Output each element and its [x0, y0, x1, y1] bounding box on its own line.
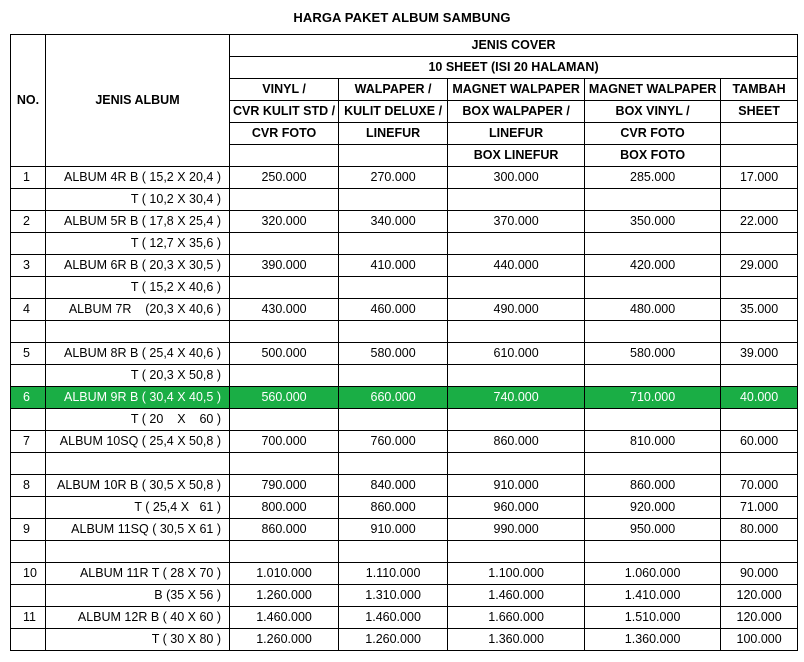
price-cell-col-1: 1.260.000	[230, 585, 339, 607]
table-row	[11, 233, 798, 255]
price-cell-col-3: 740.000	[448, 387, 585, 409]
header-col-3-line-2: BOX WALPAPER /	[448, 101, 585, 123]
price-cell-col-1	[230, 365, 339, 387]
price-cell-col-5: 35.000	[721, 299, 798, 321]
price-cell-col-4: 350.000	[585, 211, 721, 233]
album-type: ALBUM 4R B ( 15,2 X 20,4 )	[46, 167, 230, 189]
table-row	[11, 519, 798, 541]
price-cell-col-1: 1.260.000	[230, 629, 339, 651]
price-cell-col-4: 1.410.000	[585, 585, 721, 607]
price-cell-col-2: 840.000	[339, 475, 448, 497]
price-cell-col-5: 29.000	[721, 255, 798, 277]
album-type: ALBUM 7R (20,3 X 40,6 )	[46, 299, 230, 321]
album-type: T ( 20,3 X 50,8 )	[46, 365, 230, 387]
price-cell-col-1: 320.000	[230, 211, 339, 233]
price-cell-col-2: 910.000	[339, 519, 448, 541]
price-cell-col-2: 580.000	[339, 343, 448, 365]
price-cell-col-5	[721, 233, 798, 255]
table-row	[11, 387, 798, 409]
album-type: ALBUM 12R B ( 40 X 60 )	[46, 607, 230, 629]
row-number: 7	[11, 431, 46, 453]
table-row	[11, 563, 798, 585]
table-row	[11, 453, 798, 475]
header-col-5-line-2: SHEET	[721, 101, 798, 123]
price-cell-col-4	[585, 189, 721, 211]
price-cell-col-3: 960.000	[448, 497, 585, 519]
row-number	[11, 277, 46, 299]
price-cell-col-2: 1.260.000	[339, 629, 448, 651]
price-cell-col-1	[230, 277, 339, 299]
price-cell-col-4	[585, 233, 721, 255]
row-number: 1	[11, 167, 46, 189]
price-cell-col-1	[230, 189, 339, 211]
header-no: NO.	[11, 35, 46, 167]
price-cell-col-5	[721, 277, 798, 299]
price-cell-col-2: 410.000	[339, 255, 448, 277]
header-col-5-line-3	[721, 123, 798, 145]
price-cell-col-4	[585, 409, 721, 431]
price-cell-col-5: 60.000	[721, 431, 798, 453]
row-number: 6	[11, 387, 46, 409]
price-cell-col-2: 340.000	[339, 211, 448, 233]
table-row	[11, 431, 798, 453]
table-row	[11, 321, 798, 343]
table-row	[11, 299, 798, 321]
price-cell-col-5	[721, 453, 798, 475]
price-cell-col-5	[721, 541, 798, 563]
price-cell-col-5: 22.000	[721, 211, 798, 233]
price-cell-col-1: 560.000	[230, 387, 339, 409]
price-cell-col-4: 480.000	[585, 299, 721, 321]
price-cell-col-5: 70.000	[721, 475, 798, 497]
price-cell-col-4: 860.000	[585, 475, 721, 497]
row-number: 2	[11, 211, 46, 233]
album-type: ALBUM 10SQ ( 25,4 X 50,8 )	[46, 431, 230, 453]
price-cell-col-1	[230, 453, 339, 475]
header-col-4-line-1: MAGNET WALPAPER	[585, 79, 721, 101]
price-cell-col-2: 860.000	[339, 497, 448, 519]
table-row	[11, 189, 798, 211]
price-cell-col-1: 250.000	[230, 167, 339, 189]
header-col-2-line-2: KULIT DELUXE /	[339, 101, 448, 123]
price-cell-col-3: 370.000	[448, 211, 585, 233]
price-cell-col-3: 440.000	[448, 255, 585, 277]
header-col-3-line-3: LINEFUR	[448, 123, 585, 145]
row-number: 4	[11, 299, 46, 321]
price-cell-col-1: 1.460.000	[230, 607, 339, 629]
header-cover-group: JENIS COVER	[230, 35, 798, 57]
price-cell-col-2: 1.310.000	[339, 585, 448, 607]
album-type: ALBUM 10R B ( 30,5 X 50,8 )	[46, 475, 230, 497]
price-cell-col-3: 1.460.000	[448, 585, 585, 607]
price-cell-col-1: 860.000	[230, 519, 339, 541]
header-col-1-line-1: VINYL /	[230, 79, 339, 101]
album-type: B (35 X 56 )	[46, 585, 230, 607]
row-number	[11, 189, 46, 211]
price-cell-col-3: 990.000	[448, 519, 585, 541]
price-cell-col-5: 90.000	[721, 563, 798, 585]
album-type: T ( 20 X 60 )	[46, 409, 230, 431]
row-number: 3	[11, 255, 46, 277]
price-cell-col-1: 390.000	[230, 255, 339, 277]
price-cell-col-1: 800.000	[230, 497, 339, 519]
price-cell-col-4: 950.000	[585, 519, 721, 541]
price-cell-col-1: 700.000	[230, 431, 339, 453]
table-row	[11, 211, 798, 233]
price-cell-col-5: 120.000	[721, 585, 798, 607]
price-cell-col-3: 490.000	[448, 299, 585, 321]
price-cell-col-3	[448, 277, 585, 299]
page-title: HARGA PAKET ALBUM SAMBUNG	[293, 10, 511, 25]
price-cell-col-1	[230, 541, 339, 563]
header-album: JENIS ALBUM	[46, 35, 230, 167]
album-type: ALBUM 9R B ( 30,4 X 40,5 )	[46, 387, 230, 409]
header-col-4-line-4: BOX FOTO	[585, 145, 721, 167]
price-cell-col-2	[339, 321, 448, 343]
header-col-1-line-4	[230, 145, 339, 167]
row-number	[11, 629, 46, 651]
header-col-3-line-4: BOX LINEFUR	[448, 145, 585, 167]
row-number	[11, 497, 46, 519]
price-cell-col-1	[230, 409, 339, 431]
price-cell-col-3: 1.660.000	[448, 607, 585, 629]
price-cell-col-4: 1.510.000	[585, 607, 721, 629]
row-number	[11, 541, 46, 563]
price-cell-col-5: 80.000	[721, 519, 798, 541]
price-cell-col-2: 1.460.000	[339, 607, 448, 629]
price-cell-col-4: 580.000	[585, 343, 721, 365]
album-type	[46, 541, 230, 563]
price-cell-col-4	[585, 541, 721, 563]
price-cell-col-2	[339, 453, 448, 475]
row-number: 5	[11, 343, 46, 365]
table-row	[11, 607, 798, 629]
price-cell-col-5	[721, 189, 798, 211]
price-cell-col-3	[448, 233, 585, 255]
price-cell-col-4: 1.360.000	[585, 629, 721, 651]
price-cell-col-3	[448, 365, 585, 387]
table-row	[11, 409, 798, 431]
header-col-3-line-1: MAGNET WALPAPER	[448, 79, 585, 101]
price-cell-col-3: 910.000	[448, 475, 585, 497]
header-col-1-line-3: CVR FOTO	[230, 123, 339, 145]
price-cell-col-1	[230, 321, 339, 343]
price-cell-col-4: 285.000	[585, 167, 721, 189]
table-row	[11, 167, 798, 189]
header-sheet-group: 10 SHEET (ISI 20 HALAMAN)	[230, 57, 798, 79]
price-cell-col-2: 270.000	[339, 167, 448, 189]
table-row	[11, 255, 798, 277]
table-row	[11, 475, 798, 497]
album-type: T ( 12,7 X 35,6 )	[46, 233, 230, 255]
price-cell-col-2	[339, 409, 448, 431]
price-cell-col-5: 39.000	[721, 343, 798, 365]
row-number	[11, 365, 46, 387]
header-col-1-line-2: CVR KULIT STD /	[230, 101, 339, 123]
table-row	[11, 629, 798, 651]
album-type: ALBUM 11SQ ( 30,5 X 61 )	[46, 519, 230, 541]
table-row	[11, 541, 798, 563]
price-cell-col-5: 40.000	[721, 387, 798, 409]
album-type: ALBUM 11R T ( 28 X 70 )	[46, 563, 230, 585]
header-col-2-line-3: LINEFUR	[339, 123, 448, 145]
header-col-5-line-4	[721, 145, 798, 167]
price-cell-col-4: 1.060.000	[585, 563, 721, 585]
price-cell-col-1: 430.000	[230, 299, 339, 321]
price-cell-col-4: 920.000	[585, 497, 721, 519]
album-type: T ( 30 X 80 )	[46, 629, 230, 651]
price-cell-col-2	[339, 233, 448, 255]
table-row	[11, 365, 798, 387]
header-col-2-line-4	[339, 145, 448, 167]
price-cell-col-5	[721, 365, 798, 387]
price-cell-col-3	[448, 189, 585, 211]
price-cell-col-4	[585, 365, 721, 387]
price-cell-col-3	[448, 453, 585, 475]
row-number	[11, 321, 46, 343]
price-table	[10, 34, 798, 651]
row-number: 10	[11, 563, 46, 585]
price-cell-col-2	[339, 189, 448, 211]
table-row	[11, 277, 798, 299]
price-cell-col-3: 300.000	[448, 167, 585, 189]
album-type: T ( 10,2 X 30,4 )	[46, 189, 230, 211]
price-cell-col-2: 460.000	[339, 299, 448, 321]
price-cell-col-5: 120.000	[721, 607, 798, 629]
price-cell-col-5	[721, 409, 798, 431]
header-col-5-line-1: TAMBAH	[721, 79, 798, 101]
price-cell-col-4	[585, 321, 721, 343]
price-cell-col-2	[339, 277, 448, 299]
price-cell-col-3: 860.000	[448, 431, 585, 453]
price-cell-col-2: 660.000	[339, 387, 448, 409]
price-cell-col-3	[448, 321, 585, 343]
price-cell-col-4	[585, 453, 721, 475]
album-type: ALBUM 8R B ( 25,4 X 40,6 )	[46, 343, 230, 365]
table-body	[11, 35, 798, 651]
row-number	[11, 453, 46, 475]
price-cell-col-3	[448, 409, 585, 431]
price-cell-col-3: 1.100.000	[448, 563, 585, 585]
album-type: ALBUM 5R B ( 17,8 X 25,4 )	[46, 211, 230, 233]
price-cell-col-5: 71.000	[721, 497, 798, 519]
row-number	[11, 233, 46, 255]
header-col-4-line-3: CVR FOTO	[585, 123, 721, 145]
price-cell-col-5	[721, 321, 798, 343]
album-type: T ( 15,2 X 40,6 )	[46, 277, 230, 299]
price-cell-col-1: 790.000	[230, 475, 339, 497]
price-cell-col-4: 810.000	[585, 431, 721, 453]
price-cell-col-5: 17.000	[721, 167, 798, 189]
price-cell-col-1	[230, 233, 339, 255]
price-cell-col-1: 1.010.000	[230, 563, 339, 585]
price-cell-col-3	[448, 541, 585, 563]
header-col-2-line-1: WALPAPER /	[339, 79, 448, 101]
price-cell-col-2: 1.110.000	[339, 563, 448, 585]
table-row	[11, 343, 798, 365]
row-number	[11, 585, 46, 607]
price-cell-col-2	[339, 541, 448, 563]
table-row	[11, 585, 798, 607]
album-type	[46, 321, 230, 343]
row-number: 8	[11, 475, 46, 497]
row-number	[11, 409, 46, 431]
price-cell-col-3: 610.000	[448, 343, 585, 365]
album-type	[46, 453, 230, 475]
album-type: ALBUM 6R B ( 20,3 X 30,5 )	[46, 255, 230, 277]
row-number: 9	[11, 519, 46, 541]
price-cell-col-3: 1.360.000	[448, 629, 585, 651]
price-cell-col-4: 710.000	[585, 387, 721, 409]
price-cell-col-4	[585, 277, 721, 299]
album-type: T ( 25,4 X 61 )	[46, 497, 230, 519]
price-cell-col-2	[339, 365, 448, 387]
header-col-4-line-2: BOX VINYL /	[585, 101, 721, 123]
table-row	[11, 497, 798, 519]
row-number: 11	[11, 607, 46, 629]
price-cell-col-2: 760.000	[339, 431, 448, 453]
price-cell-col-4: 420.000	[585, 255, 721, 277]
price-cell-col-5: 100.000	[721, 629, 798, 651]
price-cell-col-1: 500.000	[230, 343, 339, 365]
